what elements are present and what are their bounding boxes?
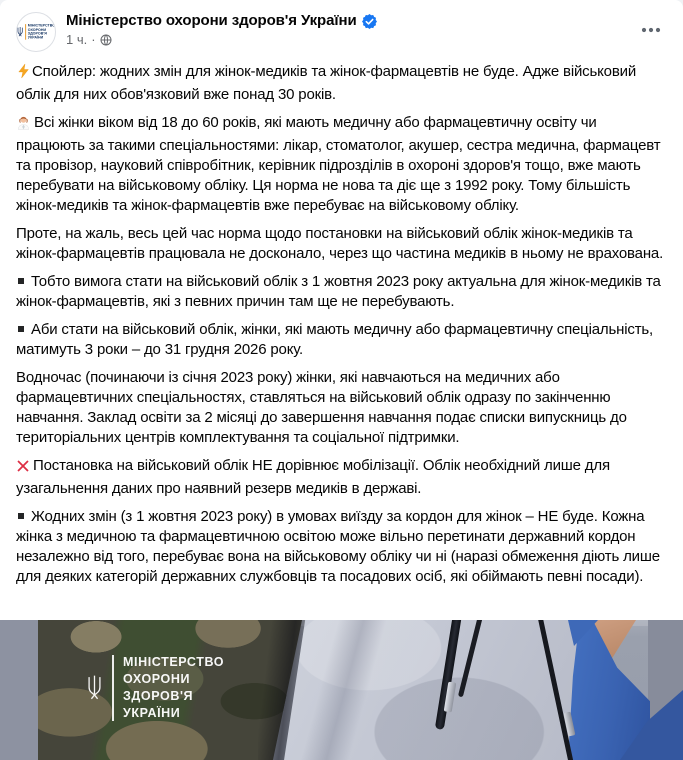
verified-badge-icon (362, 14, 377, 29)
ministry-logo-text: МІНІСТЕРСТВО ОХОРОНИ ЗДОРОВ'Я УКРАЇНИ (123, 655, 225, 720)
post-paragraph (16, 224, 667, 264)
paragraph-text: Тобто вимога стати на військовий облік з 1 жовтня 2023 року актуальна для жінок-медиків та жінок-фармацевтів, які з певних причин там ще не перебувають. (16, 273, 661, 310)
cross-mark-emoji-icon (16, 459, 30, 479)
post-paragraph (16, 62, 667, 105)
paragraph-text: Водночас (починаючи із січня 2023 року) жінки, які навчаються на медичних або фармацевтичних спеціальностях, ставляться на військовий облік одразу по закінченню навчання. Заклад освіти за 2 місяці до завершення навчання подає списки випускниць до територіальних центрів комплектування та соціальної підтримки. (16, 369, 627, 446)
ellipsis-menu-icon (641, 27, 661, 33)
paragraph-text: Постановка на військовий облік НЕ дорівнює мобілізації. Облік необхідний лише для узагальнення даних про наявний резерв медиків в державі. (16, 457, 610, 497)
post-options-button[interactable] (635, 14, 667, 46)
paragraph-text: Аби стати на військовий облік, жінки, які мають медичну або фармацевтичну спеціальність, матимуть 3 роки – до 31 грудня 2026 року. (16, 321, 654, 358)
black-square-bullet-icon (18, 326, 24, 332)
post-meta (66, 32, 635, 47)
post-paragraph (16, 507, 667, 587)
coat-fold-shading (300, 620, 390, 760)
post-paragraph (16, 320, 667, 360)
timestamp[interactable]: 1 ч. (66, 32, 88, 47)
avatar-divider (25, 24, 26, 40)
post-paragraph (16, 456, 667, 499)
avatar-org-name: МІНІСТЕРСТВО ОХОРОНИ ЗДОРОВ'Я УКРАЇНИ (27, 24, 56, 40)
black-square-bullet-icon (18, 278, 24, 284)
paragraph-text: Проте, на жаль, весь цей час норма щодо постановки на військовий облік жінок-медиків та жінок-фармацевтів працювала не досконало, через що частина медиків в ньому не врахована. (16, 225, 664, 262)
post-header (0, 0, 683, 60)
post-body (0, 60, 683, 587)
woman-health-worker-emoji-icon (16, 114, 31, 136)
page-name-link[interactable]: Міністерство охорони здоров'я України (66, 12, 357, 29)
globe-public-icon (100, 34, 112, 46)
post-paragraph (16, 272, 667, 312)
page-avatar[interactable] (16, 12, 56, 52)
post-paragraph (16, 113, 667, 216)
paragraph-text: Жодних змін (з 1 жовтня 2023 року) в умовах виїзду за кордон для жінок – НЕ буде. Кожна жінка з медичною та фармацевтичною освітою може вільно перетинати державний кордон незалежно від того, перебуває вона на військовому обліку чи ні (наразі обмеження діють лише для деяких категорій державних службовців та посадових осіб, які обіймають певні посади). (16, 508, 660, 585)
meta-separator: · (91, 32, 96, 47)
photo-left-background (0, 620, 39, 760)
lightning-emoji-icon (16, 63, 31, 85)
ministry-logo-overlay (86, 654, 224, 722)
trident-icon (86, 673, 103, 703)
logo-divider (112, 655, 114, 721)
paragraph-text: Всі жінки віком від 18 до 60 років, які мають медичну або фармацевтичну освіту чи працюють за такими спеціальностями: лікар, стоматолог, акушер, сестра медична, фармацевт та провізор, науковий співробітник, керівник підрозділів в охороні здоров'я тощо, вже мають перебувати на військовому обліку. Ця норма не нова та діє ще з 1992 року. Тому більшість жінок-медиків та жінок-фармацевтів вже перебуває на військовому обліку. (16, 114, 661, 214)
trident-icon (17, 26, 24, 37)
post-paragraph (16, 368, 667, 448)
black-square-bullet-icon (18, 513, 24, 519)
paragraph-text: Спойлер: жодних змін для жінок-медиків та жінок-фармацевтів не буде. Адже військовий облік для них обов'язковий вже понад 30 років. (16, 63, 637, 103)
post-photo-attachment[interactable] (0, 620, 683, 760)
